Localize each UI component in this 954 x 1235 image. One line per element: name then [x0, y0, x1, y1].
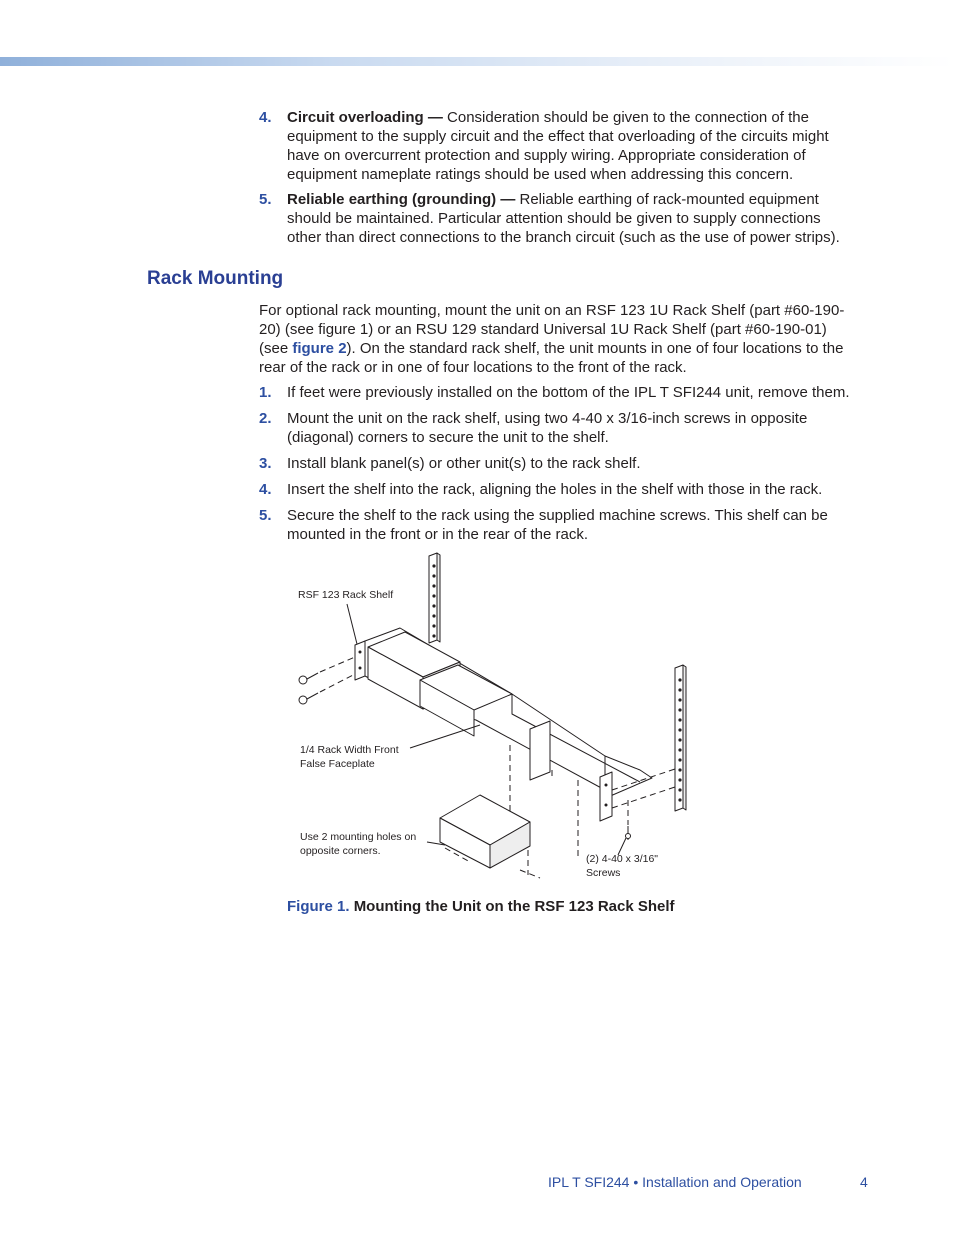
shelf-left-ear [355, 641, 365, 680]
step-number: 1. [259, 384, 272, 401]
item-text: Reliable earthing of rack-mounted equipment should be maintained. Particular attention should be given to supply connections other than direct connections to the branch circuit (such as the use of power strips). [287, 191, 840, 246]
item-number: 4. [259, 109, 272, 126]
step-text: Install blank panel(s) or other unit(s) to the rack shelf. [287, 455, 641, 472]
shelf-right-ear [600, 772, 612, 821]
label-faceplate-line2: False Faceplate [300, 758, 375, 770]
unit-box [440, 795, 530, 868]
step-number: 3. [259, 455, 272, 472]
item-lead: Circuit overloading — [287, 109, 443, 126]
step-number: 2. [259, 410, 272, 427]
item-text: Consideration should be given to the connection of the equipment to the supply circuit and the effect that overloading of the circuits might have on overcurrent protection and supply wiring. Appropriate consideration of equipment nameplate ratings should be used when addressing this concern. [287, 109, 829, 183]
item-number: 5. [259, 191, 272, 208]
page-number: 4 [860, 1174, 868, 1190]
step-text: Mount the unit on the rack shelf, using two 4-40 x 3/16-inch screws in opposite (diagonal) corners to secure the unit to the shelf. [287, 410, 808, 446]
step-number: 5. [259, 507, 272, 524]
intro-text-end: ). On the standard rack shelf, the unit mounts in one of four locations to the rear of the rack or in one of four locations to the front of the rack. [259, 340, 844, 376]
label-screws-line1: (2) 4-40 x 3/16" [586, 853, 659, 865]
left-screws-icon [299, 673, 318, 704]
step-text: If feet were previously installed on the bottom of the IPL T SFI244 unit, remove them. [287, 384, 850, 401]
figure-2-link[interactable]: figure 2 [292, 340, 347, 357]
caption-text: Mounting the Unit on the RSF 123 Rack Shelf [353, 898, 675, 915]
caption-label: Figure 1. [287, 898, 350, 915]
label-holes-line1: Use 2 mounting holes on [300, 831, 417, 843]
step-number: 4. [259, 481, 272, 498]
footer-title: IPL T SFI244 • Installation and Operation [548, 1174, 802, 1190]
label-faceplate-line1: 1/4 Rack Width Front [300, 744, 399, 756]
step-text: Secure the shelf to the rack using the supplied machine screws. This shelf can be mounted in the front or in the rear of the rack. [287, 507, 828, 543]
bottom-screw-icon [626, 826, 631, 840]
label-rack-shelf: RSF 123 Rack Shelf [298, 589, 394, 601]
label-holes-line2: opposite corners. [300, 845, 381, 857]
item-lead: Reliable earthing (grounding) — [287, 191, 516, 208]
section-heading: Rack Mounting [147, 268, 284, 289]
figure-caption [287, 898, 675, 915]
intro-text-start: For optional rack mounting, mount the unit on an RSF 123 1U Rack Shelf (part #60-190-20) (see figure 1) or an RSU 129 standard Universal 1U Rack Shelf (part #60-190-01) (see [259, 302, 845, 357]
label-screws-line2: Screws [586, 867, 621, 879]
step-text: Insert the shelf into the rack, aligning the holes in the shelf with those in the rack. [287, 481, 823, 498]
